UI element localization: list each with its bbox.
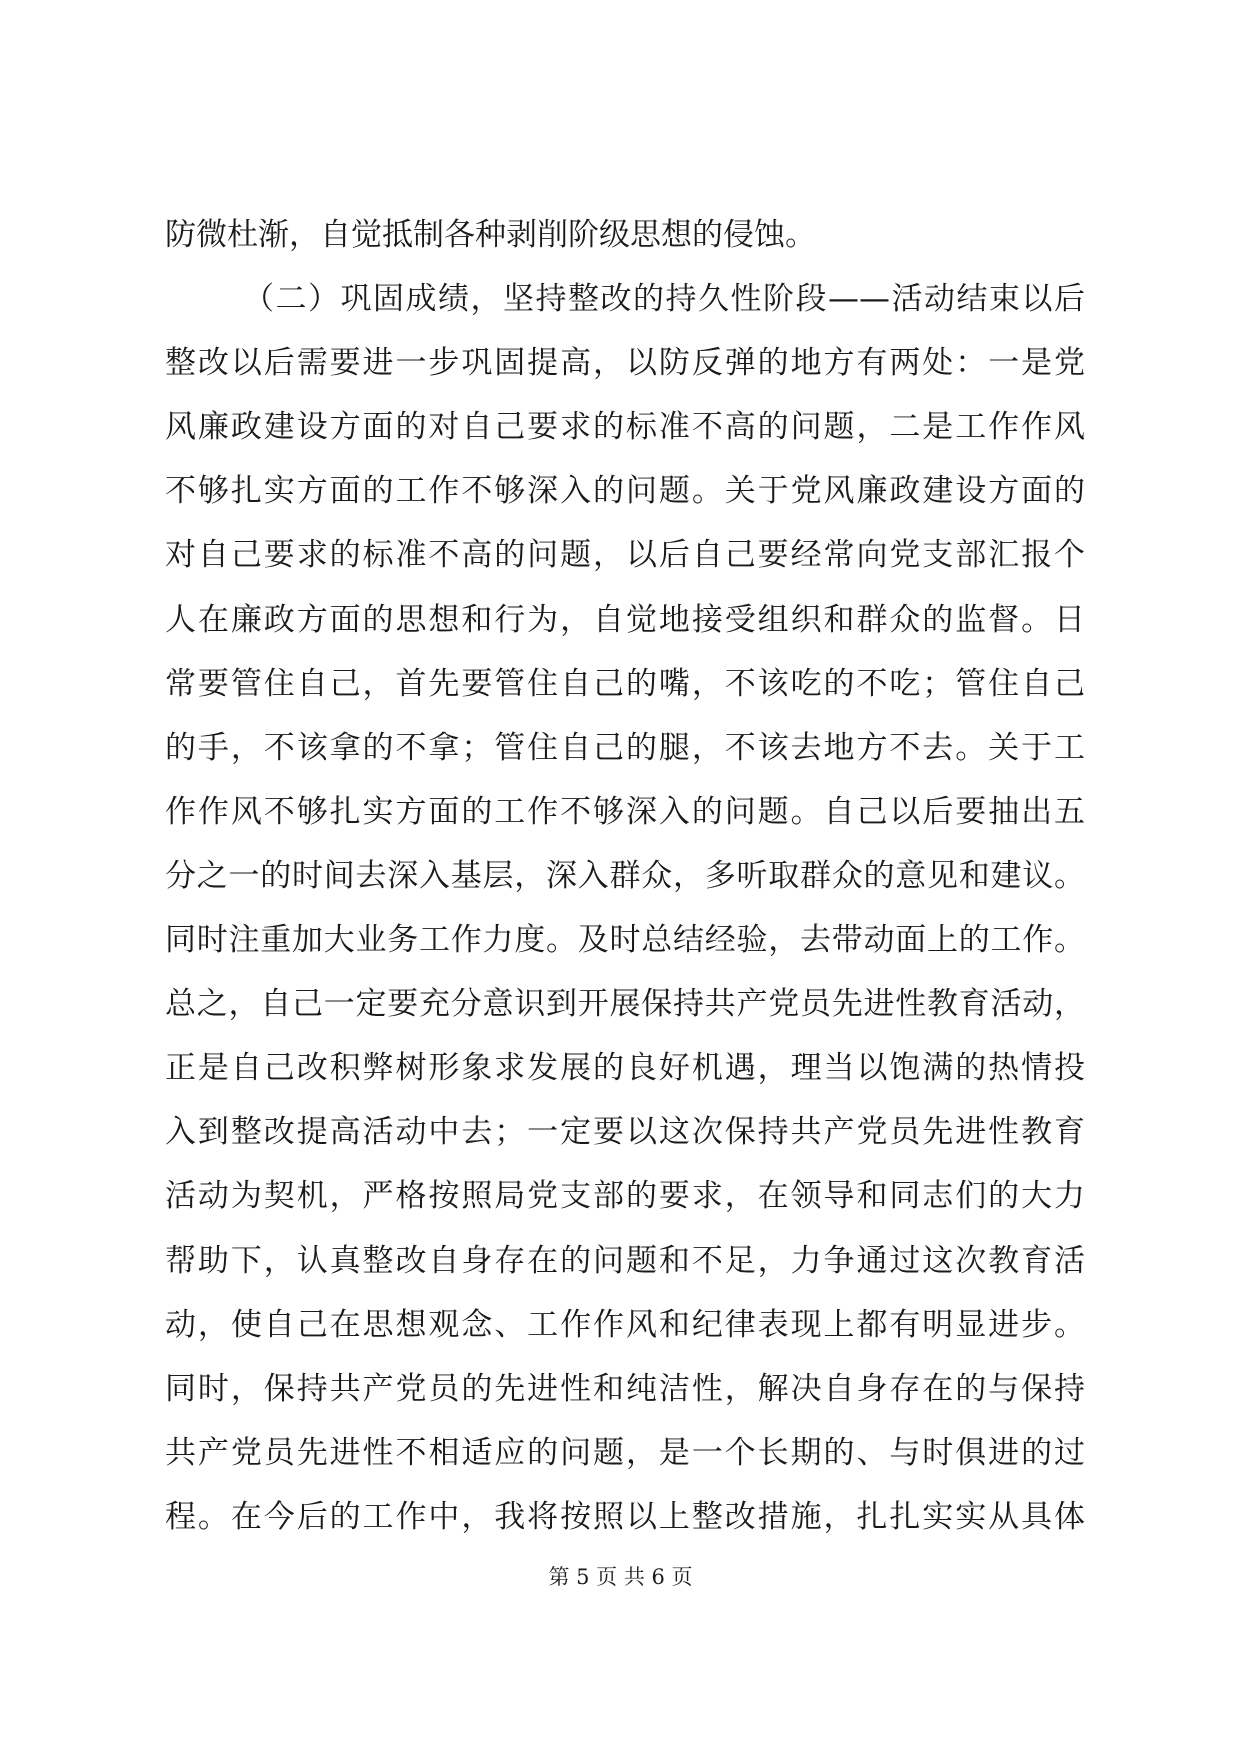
text-line-19: 同时，保持共产党员的先进性和纯洁性，解决自身存在的与保持 (165, 1370, 1085, 1407)
page-number-label: 第 5 页 共 6 页 (548, 1565, 693, 1589)
text-line-6: 对自己要求的标准不高的问题，以后自己要经常向党支部汇报个 (165, 537, 1085, 574)
text-line-18: 动，使自己在思想观念、工作作风和纪律表现上都有明显进步。 (165, 1306, 1085, 1343)
text-line-10: 作作风不够扎实方面的工作不够深入的问题。自己以后要抽出五 (165, 793, 1085, 830)
text-line-15: 入到整改提高活动中去；一定要以这次保持共产党员先进性教育 (165, 1114, 1085, 1151)
text-line-2: （二）巩固成绩，坚持整改的持久性阶段——活动结束以后 (243, 281, 1085, 318)
page-footer (0, 1562, 1241, 1592)
text-line-1: 防微杜渐，自觉抵制各种剥削阶级思想的侵蚀。 (165, 217, 816, 253)
text-line-4: 风廉政建设方面的对自己要求的标准不高的问题，二是工作作风 (165, 409, 1085, 446)
text-line-8: 常要管住自己，首先要管住自己的嘴，不该吃的不吃；管住自己 (165, 665, 1085, 702)
text-line-14: 正是自己改积弊树形象求发展的良好机遇，理当以饱满的热情投 (165, 1050, 1085, 1087)
text-line-9: 的手，不该拿的不拿；管住自己的腿，不该去地方不去。关于工 (165, 729, 1085, 766)
text-line-11: 分之一的时间去深入基层，深入群众，多听取群众的意见和建议。 (165, 857, 1085, 894)
text-line-7: 人在廉政方面的思想和行为，自觉地接受组织和群众的监督。日 (165, 601, 1085, 638)
text-line-21: 程。在今后的工作中，我将按照以上整改措施，扎扎实实从具体 (165, 1498, 1085, 1535)
text-line-17: 帮助下，认真整改自身存在的问题和不足，力争通过这次教育活 (165, 1242, 1085, 1279)
text-line-12: 同时注重加大业务工作力度。及时总结经验，去带动面上的工作。 (165, 922, 1085, 959)
text-line-5: 不够扎实方面的工作不够深入的问题。关于党风廉政建设方面的 (165, 473, 1085, 510)
body-text (165, 203, 1085, 1549)
text-line-3: 整改以后需要进一步巩固提高，以防反弹的地方有两处：一是党 (165, 345, 1085, 382)
text-line-13: 总之，自己一定要充分意识到开展保持共产党员先进性教育活动， (165, 986, 1085, 1023)
text-line-16: 活动为契机，严格按照局党支部的要求，在领导和同志们的大力 (165, 1178, 1085, 1215)
text-line-20: 共产党员先进性不相适应的问题，是一个长期的、与时俱进的过 (165, 1434, 1085, 1471)
